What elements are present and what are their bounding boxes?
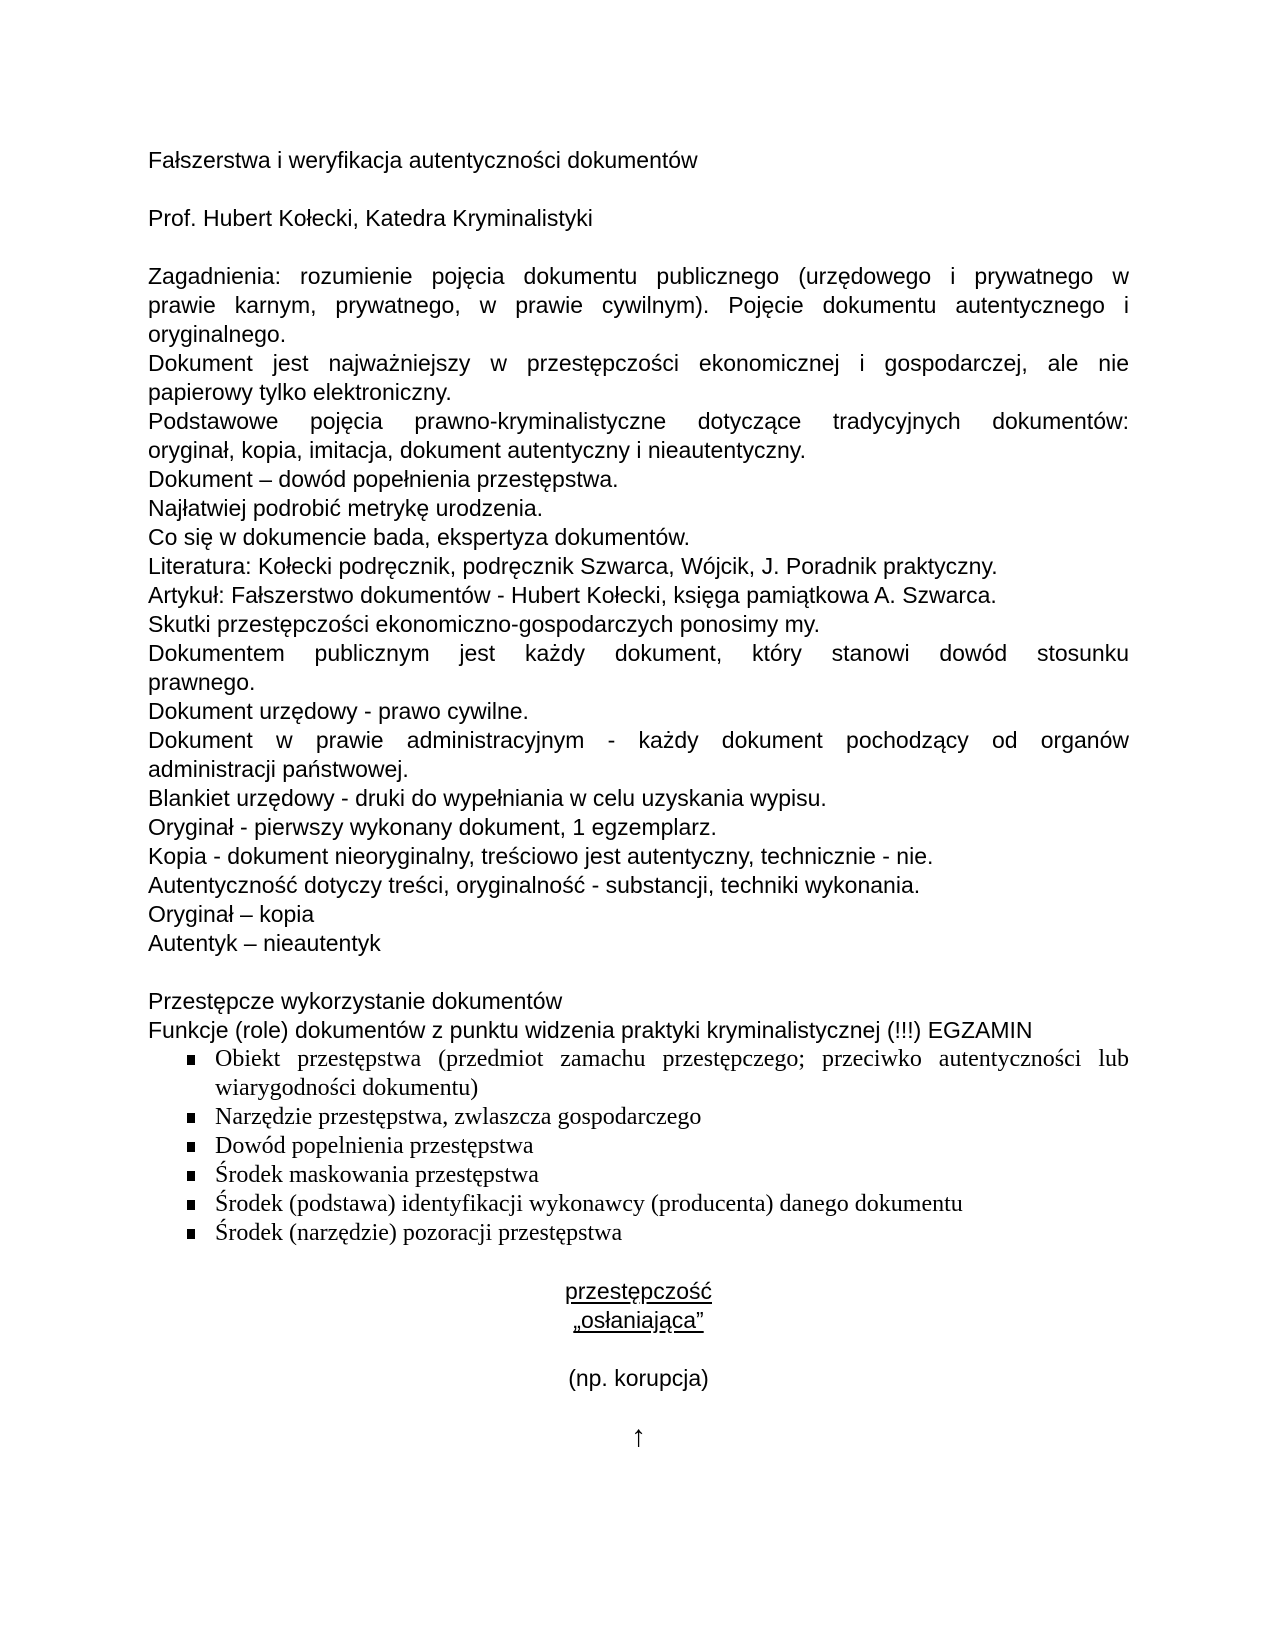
example-label: (np. korupcja) — [568, 1365, 709, 1391]
bullet-line: wiarygodności dokumentu) — [215, 1075, 479, 1101]
body-line: papierowy tylko elektroniczny. — [148, 379, 452, 405]
body-line: Oryginał – kopia — [148, 901, 315, 927]
bullet-line: Dowód popelnienia przestępstwa — [215, 1133, 534, 1159]
bullet-item — [148, 1161, 1129, 1190]
body-line: Artykuł: Fałszerstwo dokumentów - Hubert Kołecki, księga pamiątkowa A. Szwarca. — [148, 582, 997, 608]
body-line: prawie karnym, prywatnego, w prawie cywilnym). Pojęcie dokumentu autentycznego i — [148, 292, 1129, 318]
bullet-line: Obiekt przestępstwa (przedmiot zamachu przestępczego; przeciwko autentyczności lub — [215, 1046, 1129, 1072]
body-line: Oryginał - pierwszy wykonany dokument, 1 egzemplarz. — [148, 814, 717, 840]
body-line: administracji państwowej. — [148, 756, 409, 782]
body-line: Dokument urzędowy - prawo cywilne. — [148, 698, 529, 724]
body-line: Autentyczność dotyczy treści, oryginalność - substancji, techniki wykonania. — [148, 872, 921, 898]
spacer — [148, 233, 1129, 262]
body-line: Dokument – dowód popełnienia przestępstwa. — [148, 466, 619, 492]
bullet-line: Narzędzie przestępstwa, zwlaszcza gospodarczego — [215, 1104, 702, 1130]
document-title: Fałszerstwa i weryfikacja autentyczności dokumentów — [148, 147, 698, 173]
body-line: Dokumentem publicznym jest każdy dokument, który stanowi dowód stosunku — [148, 640, 1129, 666]
body-line: Zagadnienia: rozumienie pojęcia dokumentu publicznego (urzędowego i prywatnego w — [148, 263, 1129, 289]
body-line: Literatura: Kołecki podręcznik, podręcznik Szwarca, Wójcik, J. Poradnik praktyczny. — [148, 553, 998, 579]
square-bullet-icon — [187, 1113, 195, 1123]
bullet-line: Środek (narzędzie) pozoracji przestępstwa — [215, 1220, 623, 1246]
up-arrow-icon: ↑ — [631, 1420, 646, 1453]
bullet-item — [148, 1045, 1129, 1103]
bullet-item — [148, 1190, 1129, 1219]
bullet-item — [148, 1219, 1129, 1248]
body-line: Dokument w prawie administracyjnym - każdy dokument pochodzący od organów — [148, 727, 1129, 753]
body-line: Co się w dokumencie bada, ekspertyza dokumentów. — [148, 524, 691, 550]
bullet-item — [148, 1132, 1129, 1161]
underlined-label — [148, 1306, 1129, 1335]
bullet-line: Środek (podstawa) identyfikacji wykonawcy (producenta) danego dokumentu — [215, 1191, 963, 1217]
spacer — [148, 1335, 1129, 1364]
spacer — [148, 1393, 1129, 1422]
underlined-label — [148, 1277, 1129, 1306]
bullet-line: Środek maskowania przestępstwa — [215, 1162, 539, 1188]
spacer — [148, 958, 1129, 987]
body-line: Skutki przestępczości ekonomiczno-gospodarczych ponosimy my. — [148, 611, 820, 637]
underlined-label-text: przestępczość — [564, 1278, 712, 1304]
underlined-label-text: „osłaniająca” — [573, 1307, 704, 1333]
spacer — [148, 1248, 1129, 1277]
square-bullet-icon — [187, 1229, 195, 1239]
bullet-item — [148, 1103, 1129, 1132]
square-bullet-icon — [187, 1200, 195, 1210]
spacer — [148, 175, 1129, 204]
body-line: Dokument jest najważniejszy w przestępczości ekonomicznej i gospodarczej, ale nie — [148, 350, 1129, 376]
body-line: Blankiet urzędowy - druki do wypełniania w celu uzyskania wypisu. — [148, 785, 827, 811]
square-bullet-icon — [187, 1171, 195, 1181]
exam-note-line: Funkcje (role) dokumentów z punktu widzenia praktyki kryminalistycznej (!!!) EGZAMIN — [148, 1017, 1033, 1043]
body-line: Autentyk – nieautentyk — [148, 930, 381, 956]
square-bullet-icon — [187, 1142, 195, 1152]
body-line: Kopia - dokument nieoryginalny, treściowo jest autentyczny, technicznie - nie. — [148, 843, 934, 869]
body-line: oryginalnego. — [148, 321, 287, 347]
body-line: Podstawowe pojęcia prawno-kryminalistyczne dotyczące tradycyjnych dokumentów: — [148, 408, 1129, 434]
body-line: prawnego. — [148, 669, 256, 695]
author-line: Prof. Hubert Kołecki, Katedra Kryminalistyki — [148, 205, 593, 231]
body-line: oryginał, kopia, imitacja, dokument autentyczny i nieautentyczny. — [148, 437, 806, 463]
section-heading-line: Przestępcze wykorzystanie dokumentów — [148, 988, 563, 1014]
square-bullet-icon — [187, 1055, 195, 1065]
body-line: Najłatwiej podrobić metrykę urodzenia. — [148, 495, 544, 521]
